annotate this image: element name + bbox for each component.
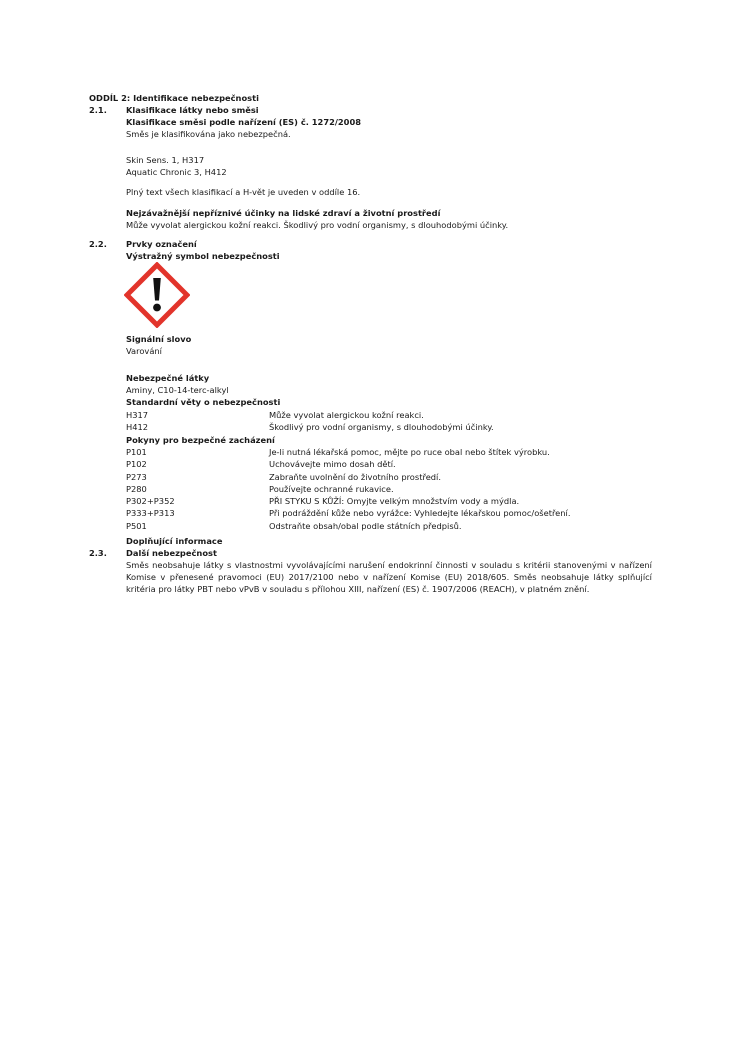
section-2-3 — [126, 547, 652, 595]
statement-code: P333+P313 — [126, 508, 175, 519]
hazard-statements-heading: Standardní věty o nebezpečnosti — [126, 397, 281, 407]
statement-text: Je-li nutná lékařská pomoc, mějte po ruce obal nebo štítek výrobku. — [269, 447, 550, 457]
supplementary-heading: Doplňující informace — [126, 536, 223, 546]
precaution-heading-block — [126, 434, 652, 446]
statement-text: Může vyvolat alergickou kožní reakci. — [269, 410, 424, 420]
classification-item: Aquatic Chronic 3, H412 — [126, 167, 227, 177]
heading-label-elements: Prvky označení — [126, 239, 197, 249]
section-number-2-2: 2.2. — [89, 239, 107, 249]
classified-text: Směs je klasifikována jako nebezpečná. — [126, 129, 291, 139]
subheading-regulation: Klasifikace směsi podle nařízení (ES) č. 1272/2008 — [126, 117, 361, 127]
supplementary-block — [126, 535, 652, 547]
statement-code: P102 — [126, 459, 147, 470]
statement-code: P101 — [126, 447, 147, 457]
effects-text: Může vyvolat alergickou kožní reakci. Škodlivý pro vodní organismy, s dlouhodobými účinky. — [126, 220, 509, 230]
statement-text: Odstraňte obsah/obal podle státních předpisů. — [269, 520, 462, 531]
heading-classification: Klasifikace látky nebo směsi — [126, 105, 259, 115]
full-text-note — [126, 186, 652, 198]
statement-code: P273 — [126, 471, 147, 482]
classification-item: Skin Sens. 1, H317 — [126, 155, 205, 165]
statement-text: Zabraňte uvolnění do životního prostředí. — [269, 471, 442, 482]
signal-word: Varování — [126, 346, 162, 356]
section-2-2 — [126, 238, 652, 262]
statement-text: PŘI STYKU S KŮŽÍ: Omyjte velkým množstvím vody a mýdla. — [269, 496, 520, 507]
statement-code: H412 — [126, 422, 149, 433]
classification-list — [126, 154, 652, 178]
statement-text: Při podráždění kůže nebo vyrážce: Vyhledejte lékařskou pomoc/ošetření. — [269, 508, 571, 519]
section-number-2-3: 2.3. — [89, 548, 107, 558]
signal-heading: Signální slovo — [126, 334, 192, 344]
statement-text: Používejte ochranné rukavice. — [269, 483, 394, 494]
other-hazards-heading: Další nebezpečnost — [126, 548, 217, 558]
symbol-heading: Výstražný symbol nebezpečnosti — [126, 251, 280, 261]
statement-code: P280 — [126, 483, 147, 494]
section-number-2-1: 2.1. — [89, 105, 107, 115]
precaution-heading: Pokyny pro bezpečné zacházení — [126, 435, 275, 445]
statement-code: P302+P352 — [126, 496, 175, 507]
substances-text: Aminy, C10-14-terc-alkyl — [126, 385, 229, 395]
effects-block — [126, 207, 652, 231]
effects-heading: Nejzávažnější nepříznivé účinky na lidské zdraví a životní prostředí — [126, 208, 441, 218]
statement-text: Škodlivý pro vodní organismy, s dlouhodobými účinky. — [269, 422, 494, 433]
statement-text: Uchovávejte mimo dosah dětí. — [269, 459, 396, 470]
statement-code: P501 — [126, 520, 147, 531]
signal-word-block — [126, 333, 652, 357]
section-title: ODDÍL 2: Identifikace nebezpečnosti — [89, 93, 259, 103]
hazardous-substances-block — [126, 372, 652, 408]
full-text-note-line: Plný text všech klasifikací a H-vět je uveden v oddíle 16. — [126, 187, 361, 197]
substances-heading: Nebezpečné látky — [126, 373, 210, 383]
exclamation-mark-hazard-icon — [124, 262, 190, 328]
other-hazards-text: Směs neobsahuje látky s vlastnostmi vyvolávajícími narušení endokrinní činnosti v souladu s kritérii stanovenými v nařízení Komise v přenesené pravomoci (EU) 2017/2100 nebo v nařízení Komise (EU) 2018/605. Směs neobsahuje látky splňující kritéria pro látky PBT nebo vPvB v souladu s přílohou XIII, nařízení (ES) č. 1907/2006 (REACH), v platném znění. — [126, 560, 652, 594]
statement-code: H317 — [126, 410, 149, 420]
section-2-1 — [126, 104, 652, 140]
